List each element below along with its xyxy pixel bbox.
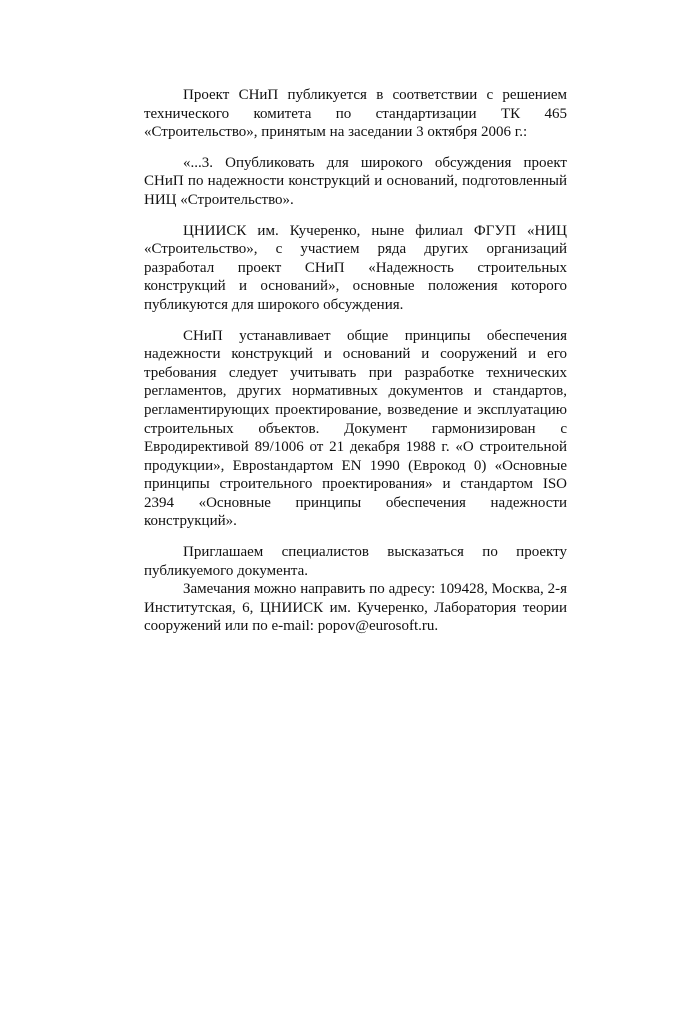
paragraph-developer: ЦНИИСК им. Кучеренко, ныне филиал ФГУП «НИЦ «Строительство», с участием ряда других организаций разработал проект СНиП «Надежность строительных конструкций и оснований», основные положения которого публикуются для широкого обсуждения.	[144, 222, 567, 313]
paragraph-scope: СНиП устанавливает общие принципы обеспечения надежности конструкций и оснований и сооружений и его требования следует учитывать при разработке технических регламентов, других нормативных документов и стандартов, регламентирующих проектирование, возведение и эксплуатацию строительных объектов. Документ гармонизирован с Евродирективой 89/1006 от 21 декабря 1988 г. «О строительной продукции», Еврostандартом EN 1990 (Еврокод 0) «Основные принципы строительного проектирования» и стандартом ISO 2394 «Основные принципы обеспечения надежности конструкций».	[144, 327, 567, 530]
document-text	[144, 86, 567, 636]
paragraph-invitation: Приглашаем специалистов высказаться по проекту публикуемого документа.	[144, 544, 567, 579]
paragraph-publication-basis: Проект СНиП публикуется в соответствии с решением технического комитета по стандартизации ТК 465 «Строительство», принятым на заседании 3 октября 2006 г.:	[144, 87, 567, 141]
paragraph-contact: Замечания можно направить по адресу: 109428, Москва, 2-я Институтская, 6, ЦНИИСК им. Кучеренко, Лаборатория теории сооружений или по e-mail: popov@eurosoft.ru.	[144, 581, 567, 635]
paragraph-quoted-decision: «...3. Опубликовать для широкого обсуждения проект СНиП по надежности конструкций и оснований, подготовленный НИЦ «Строительство».	[144, 154, 567, 208]
